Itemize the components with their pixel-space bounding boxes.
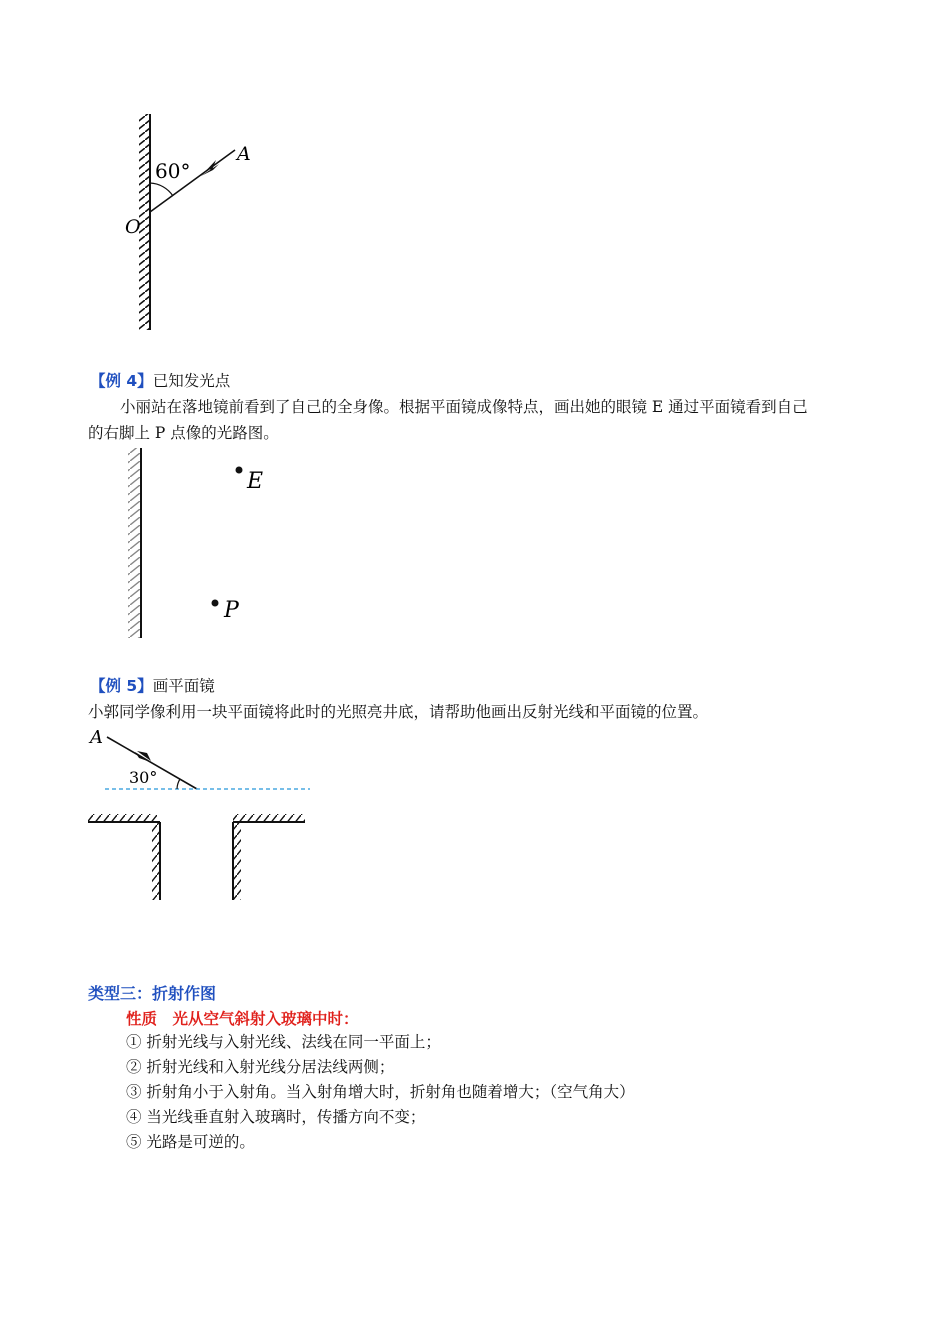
angle-label: 30° bbox=[129, 768, 158, 787]
mirror-hatch bbox=[139, 114, 150, 330]
example5-title: 画平面镜 bbox=[152, 677, 215, 695]
wall-hatch-right bbox=[233, 822, 241, 900]
point-o-label: O bbox=[125, 216, 141, 238]
point-p-label: P bbox=[224, 598, 239, 623]
type3-item-5: ⑤ 光路是可逆的。 bbox=[126, 1133, 255, 1151]
mirror-eye-foot-figure bbox=[120, 445, 280, 645]
example5-bracket: 【例 5】 bbox=[90, 677, 153, 695]
angle-arc bbox=[177, 779, 180, 789]
type3-heading: 类型三：折射作图 bbox=[88, 984, 217, 1003]
point-a-label: A bbox=[90, 727, 103, 748]
example4-bracket: 【例 4】 bbox=[90, 372, 153, 390]
ground-hatch-right bbox=[233, 814, 305, 822]
example5-text-line1: 小郭同学像利用一块平面镜将此时的光照亮井底，请帮助他画出反射光线和平面镜的位置。 bbox=[88, 703, 709, 721]
example4-text-line2: 的右脚上 P 点像的光路图。 bbox=[88, 424, 279, 442]
example5-title-row bbox=[90, 676, 215, 696]
mirror-angle-figure bbox=[115, 108, 275, 338]
point-p bbox=[212, 600, 219, 607]
type3-item-4: ④ 当光线垂直射入玻璃时，传播方向不变； bbox=[126, 1108, 426, 1126]
point-e-label: E bbox=[247, 469, 264, 494]
example4-title-row bbox=[90, 371, 230, 391]
mirror-hatch bbox=[128, 448, 140, 638]
point-a-label: A bbox=[237, 143, 251, 165]
angle-label: 60° bbox=[155, 159, 191, 183]
example4-title: 已知发光点 bbox=[152, 372, 231, 390]
well-figure bbox=[85, 725, 315, 905]
wall-hatch-left bbox=[152, 822, 160, 900]
type3-item-1: ① 折射光线与入射光线、法线在同一平面上； bbox=[126, 1033, 441, 1051]
type3-item-3: ③ 折射角小于入射角。当入射角增大时，折射角也随着增大；（空气角大） bbox=[126, 1083, 635, 1101]
type3-property: 性质 光从空气斜射入玻璃中时： bbox=[126, 1010, 359, 1028]
example4-text-line1: 小丽站在落地镜前看到了自己的全身像。根据平面镜成像特点，画出她的眼镜 E 通过平面镜看到自己 bbox=[120, 398, 808, 416]
ground-hatch-left bbox=[88, 814, 157, 822]
type3-item-2: ② 折射光线和入射光线分居法线两侧； bbox=[126, 1058, 395, 1076]
angle-arc bbox=[150, 183, 173, 196]
point-e bbox=[236, 467, 243, 474]
